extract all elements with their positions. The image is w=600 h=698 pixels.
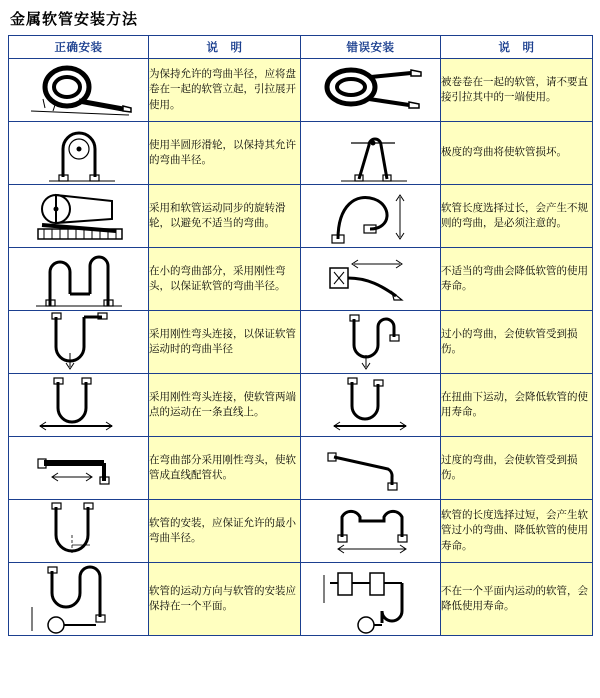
table-row bbox=[9, 59, 593, 122]
wrong-description: 在扭曲下运动，会降低软管的使用寿命。 bbox=[441, 374, 593, 437]
wrong-description: 不适当的弯曲会降低软管的使用寿命。 bbox=[441, 248, 593, 311]
rigid-elbow-connection-icon bbox=[9, 311, 148, 373]
wrong-description: 过度的弯曲，会使软管受到损伤。 bbox=[441, 437, 593, 500]
wrong-description: 软管的长度选择过短，会产生软管过小的弯曲、降低软管的使用寿命。 bbox=[441, 500, 593, 563]
too-small-bend-icon bbox=[301, 311, 440, 373]
wrong-illustration-cell bbox=[301, 59, 441, 122]
table-header-row bbox=[9, 36, 593, 59]
correct-illustration-cell bbox=[9, 500, 149, 563]
wrong-illustration-cell bbox=[301, 500, 441, 563]
rigid-elbow-straight-piping-icon bbox=[9, 443, 148, 493]
out-of-plane-motion-icon bbox=[301, 563, 440, 635]
wrong-description: 过小的弯曲，会使软管受到损伤。 bbox=[441, 311, 593, 374]
correct-description: 采用和软管运动同步的旋转滑轮，以避免不适当的弯曲。 bbox=[149, 185, 301, 248]
improper-bend-icon bbox=[301, 248, 440, 310]
correct-description: 在小的弯曲部分，采用刚性弯头，以保证软管的弯曲半径。 bbox=[149, 248, 301, 311]
header-correct-pic: 正确安装 bbox=[9, 36, 149, 59]
header-wrong-pic: 错误安装 bbox=[301, 36, 441, 59]
correct-illustration-cell bbox=[9, 122, 149, 185]
correct-illustration-cell bbox=[9, 311, 149, 374]
table-row bbox=[9, 500, 593, 563]
min-bend-radius-install-icon bbox=[9, 501, 148, 561]
correct-illustration-cell bbox=[9, 437, 149, 500]
correct-illustration-cell bbox=[9, 59, 149, 122]
correct-description: 在弯曲部分采用刚性弯头，使软管成直线配管状。 bbox=[149, 437, 301, 500]
correct-description: 软管的安装，应保证允许的最小弯曲半径。 bbox=[149, 500, 301, 563]
wrong-illustration-cell bbox=[301, 248, 441, 311]
wrong-illustration-cell bbox=[301, 311, 441, 374]
correct-description: 为保持允许的弯曲半径，应将盘卷在一起的软管立起，引拉展开使用。 bbox=[149, 59, 301, 122]
correct-illustration-cell bbox=[9, 185, 149, 248]
wrong-illustration-cell bbox=[301, 122, 441, 185]
coiled-hose-pulled-icon bbox=[301, 61, 440, 119]
table-row bbox=[9, 563, 593, 636]
header-wrong-desc: 说 明 bbox=[441, 36, 593, 59]
wrong-description: 不在一个平面内运动的软管，会降低使用寿命。 bbox=[441, 563, 593, 636]
twisted-u-bend-icon bbox=[301, 374, 440, 436]
wrong-illustration-cell bbox=[301, 563, 441, 636]
wrong-illustration-cell bbox=[301, 437, 441, 500]
header-correct-desc: 说 明 bbox=[149, 36, 301, 59]
table-row bbox=[9, 437, 593, 500]
table-row bbox=[9, 311, 593, 374]
wrong-description: 软管长度选择过长，会产生不规则的弯曲，是必须注意的。 bbox=[441, 185, 593, 248]
table-row bbox=[9, 374, 593, 437]
correct-illustration-cell bbox=[9, 374, 149, 437]
installation-methods-table bbox=[8, 35, 593, 636]
sharp-bend-sheave-icon bbox=[301, 123, 440, 183]
wrong-description: 被卷卷在一起的软管，请不要直接引拉其中的一端使用。 bbox=[441, 59, 593, 122]
same-plane-motion-icon bbox=[9, 563, 148, 635]
wrong-illustration-cell bbox=[301, 374, 441, 437]
page-title: 金属软管安装方法 bbox=[10, 10, 139, 28]
correct-illustration-cell bbox=[9, 248, 149, 311]
u-bend-straight-line-icon bbox=[9, 374, 148, 436]
wrong-description: 极度的弯曲将使软管损坏。 bbox=[441, 122, 593, 185]
correct-description: 采用刚性弯头连接，以保证软管运动时的弯曲半径 bbox=[149, 311, 301, 374]
semicircular-sheave-icon bbox=[9, 123, 148, 183]
wrong-illustration-cell bbox=[301, 185, 441, 248]
overlength-hose-loop-icon bbox=[301, 185, 440, 247]
table-row bbox=[9, 122, 593, 185]
correct-description: 采用刚性弯头连接，使软管两端点的运动在一条直线上。 bbox=[149, 374, 301, 437]
synchronized-rotating-sheave-icon bbox=[9, 185, 148, 247]
table-row bbox=[9, 185, 593, 248]
correct-description: 软管的运动方向与软管的安装应保持在一个平面。 bbox=[149, 563, 301, 636]
correct-description: 使用半圆形滑轮，以保持其允许的弯曲半径。 bbox=[149, 122, 301, 185]
table-row bbox=[9, 248, 593, 311]
rigid-elbow-small-bend-icon bbox=[9, 248, 148, 310]
excessive-bend-icon bbox=[301, 443, 440, 493]
coiled-hose-standing-icon bbox=[9, 61, 148, 119]
correct-illustration-cell bbox=[9, 563, 149, 636]
overlength-small-bend-icon bbox=[301, 501, 440, 561]
